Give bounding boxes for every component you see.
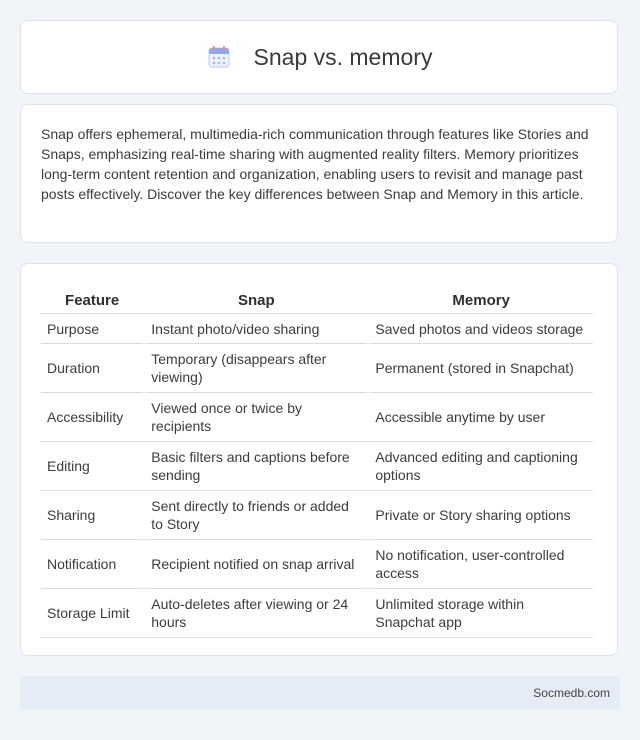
- header-snap: Snap: [145, 284, 367, 314]
- table-header-row: [41, 284, 593, 314]
- snap-cell: Basic filters and captions before sending: [145, 442, 367, 491]
- table-row: [41, 314, 593, 344]
- intro-paragraph: Snap offers ephemeral, multimedia-rich communication through features like Stories and Snaps, emphasizing real-time sharing with augmented reality filters. Memory prioritizes long-term content retention and organization, enabling users to revisit and manage past posts effectively. Discover the key differences between Snap and Memory in this article.: [41, 126, 589, 202]
- memory-cell: Unlimited storage within Snapchat app: [369, 589, 593, 638]
- footer-site-name[interactable]: Socmedb.com: [533, 686, 610, 700]
- memory-cell: Accessible anytime by user: [369, 393, 593, 442]
- comparison-table: [39, 284, 595, 638]
- memory-cell: Saved photos and videos storage: [369, 314, 593, 344]
- feature-cell: Notification: [41, 540, 143, 589]
- title-card: [20, 20, 618, 94]
- table-row: [41, 589, 593, 638]
- snap-cell: Auto-deletes after viewing or 24 hours: [145, 589, 367, 638]
- snap-cell: Recipient notified on snap arrival: [145, 540, 367, 589]
- table-row: [41, 393, 593, 442]
- feature-cell: Purpose: [41, 314, 143, 344]
- memory-cell: Permanent (stored in Snapchat): [369, 344, 593, 393]
- header-memory: Memory: [369, 284, 593, 314]
- page-title: Snap vs. memory: [253, 43, 433, 70]
- feature-cell: Sharing: [41, 491, 143, 540]
- header-feature: Feature: [41, 284, 143, 314]
- snap-cell: Sent directly to friends or added to Story: [145, 491, 367, 540]
- feature-cell: Editing: [41, 442, 143, 491]
- intro-card: [20, 104, 618, 243]
- table-row: [41, 491, 593, 540]
- memory-cell: No notification, user-controlled access: [369, 540, 593, 589]
- snap-cell: Temporary (disappears after viewing): [145, 344, 367, 393]
- feature-cell: Duration: [41, 344, 143, 393]
- comparison-table-card: [20, 263, 618, 656]
- footer-bar: [20, 676, 620, 710]
- feature-cell: Accessibility: [41, 393, 143, 442]
- feature-cell: Storage Limit: [41, 589, 143, 638]
- memory-cell: Advanced editing and captioning options: [369, 442, 593, 491]
- table-row: [41, 344, 593, 393]
- memory-cell: Private or Story sharing options: [369, 491, 593, 540]
- snap-cell: Instant photo/video sharing: [145, 314, 367, 344]
- snap-cell: Viewed once or twice by recipients: [145, 393, 367, 442]
- table-row: [41, 540, 593, 589]
- table-row: [41, 442, 593, 491]
- calendar-icon: [206, 44, 232, 70]
